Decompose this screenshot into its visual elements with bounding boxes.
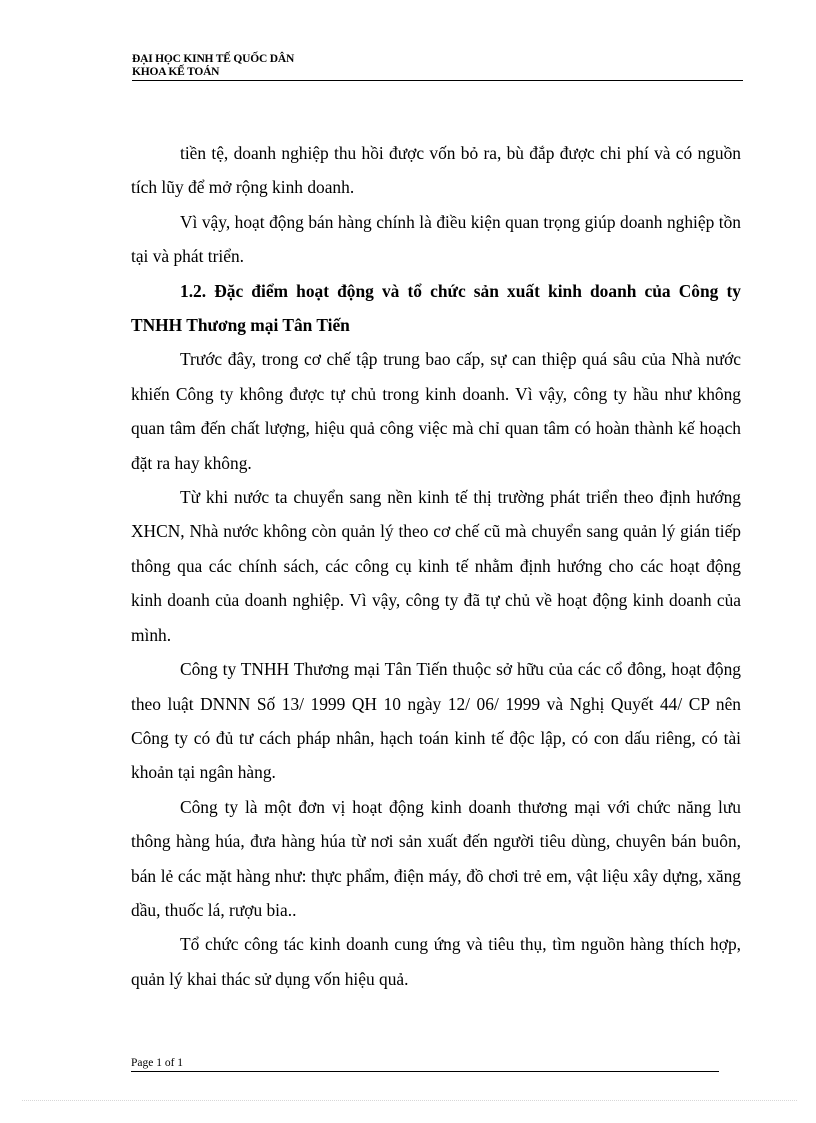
university-name: ĐẠI HỌC KINH TẾ QUỐC DÂN — [132, 53, 295, 65]
paragraph: Tổ chức công tác kinh doanh cung ứng và tiêu thụ, tìm nguồn hàng thích hợp, quản lý khai thác sử dụng vốn hiệu quả. — [131, 934, 741, 989]
page-bottom-edge — [22, 1100, 797, 1101]
page-header — [132, 53, 743, 81]
page-number: Page 1 of 1 — [131, 1057, 184, 1069]
document-body — [131, 136, 741, 996]
page-footer — [131, 1056, 719, 1072]
paragraph: Vì vậy, hoạt động bán hàng chính là điều kiện quan trọng giúp doanh nghiệp tồn tại và phát triển. — [131, 211, 741, 267]
paragraph-continuation: tiền tệ, doanh nghiệp thu hồi được vốn bỏ ra, bù đắp được chi phí và có nguồn tích lũy để mở rộng kinh doanh. — [131, 143, 741, 198]
paragraph: Từ khi nước ta chuyển sang nền kinh tế thị trường phát triển theo định hướng XHCN, Nhà nước không còn quản lý theo cơ chế cũ mà chuyển sang quản lý gián tiếp thông qua các chính sách, các công cụ kinh tế nhằm định hướng cho các hoạt động kinh doanh của doanh nghiệp. Vì vậy, công ty đã tự chủ về hoạt động kinh doanh của mình. — [131, 487, 741, 645]
paragraph: Trước đây, trong cơ chế tập trung bao cấp, sự can thiệp quá sâu của Nhà nước khiến Công ty không được tự chủ trong kinh doanh. Vì vậy, công ty hầu như không quan tâm đến chất lượng, hiệu quả công việc mà chỉ quan tâm có hoàn thành kế hoạch đặt ra hay không. — [131, 349, 741, 473]
faculty-name: KHOA KẾ TOÁN — [132, 66, 220, 78]
paragraph: Công ty là một đơn vị hoạt động kinh doanh thương mại với chức năng lưu thông hàng húa, đưa hàng húa từ nơi sản xuất đến người tiêu dùng, chuyên bán buôn, bán lẻ các mặt hàng như: thực phẩm, điện máy, đồ chơi trẻ em, vật liệu xây dựng, xăng dầu, thuốc lá, rượu bia.. — [131, 796, 741, 920]
paragraph: Công ty TNHH Thương mại Tân Tiến thuộc sở hữu của các cổ đông, hoạt động theo luật DNNN Số 13/ 1999 QH 10 ngày 12/ 06/ 1999 và Nghị Quyết 44/ CP nên Công ty có đủ tư cách pháp nhân, hạch toán kinh tế độc lập, có con dấu riêng, có tài khoản tại ngân hàng. — [131, 659, 741, 783]
section-heading: 1.2. Đặc điểm hoạt động và tổ chức sản xuất kinh doanh của Công ty TNHH Thương mại Tân Tiến — [131, 280, 741, 336]
